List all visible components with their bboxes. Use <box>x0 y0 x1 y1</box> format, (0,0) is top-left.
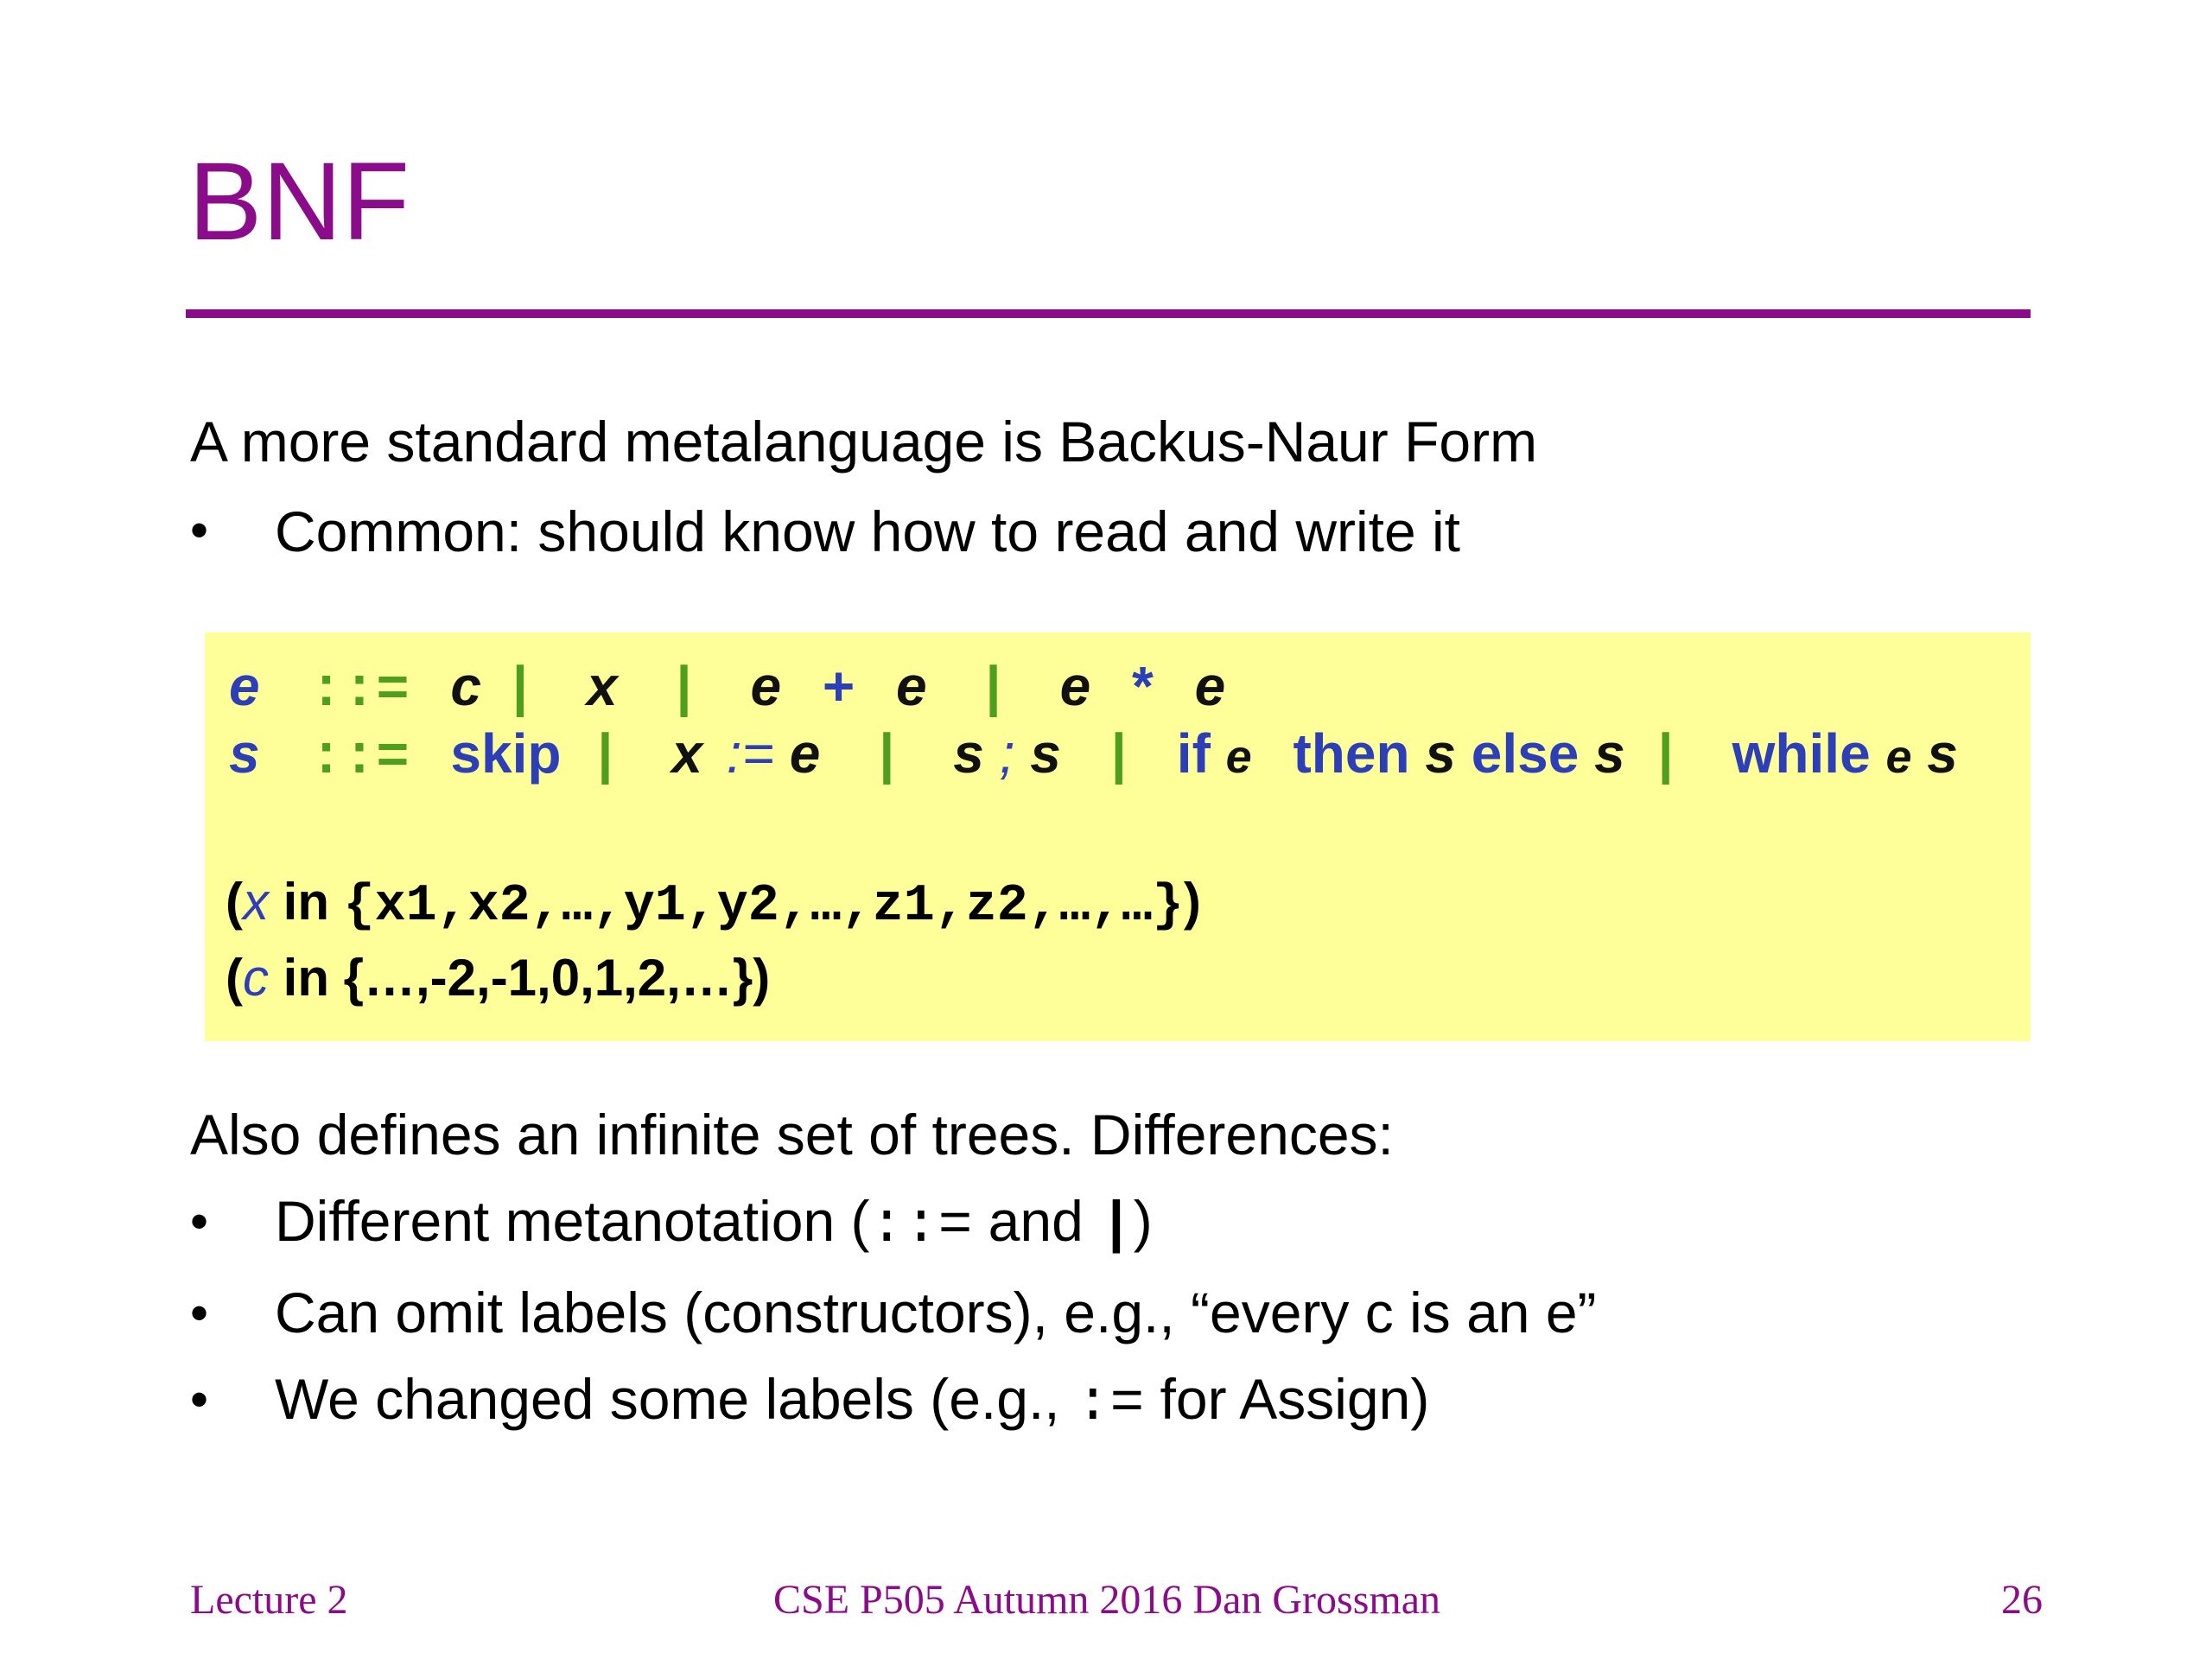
c-domain-line <box>226 949 771 1007</box>
x-domain-line <box>226 873 1201 936</box>
bullet-text: and <box>972 1189 1100 1253</box>
expr-e: e <box>896 655 927 717</box>
alt-bar: | <box>588 728 622 790</box>
bullet-metanotation <box>275 1189 1153 1258</box>
const-c: c <box>450 655 481 717</box>
times-op: * <box>1131 655 1154 717</box>
bullet-dot: • <box>190 1370 209 1428</box>
alt-bar: | <box>503 660 537 722</box>
intro-text: A more standard metalanguage is Backus-Naur Form <box>190 410 1538 474</box>
bullet-text: Different metanotation ( <box>275 1189 870 1253</box>
kw-if: if <box>1176 722 1211 785</box>
var-x: x <box>671 722 702 785</box>
expr-e: e <box>1194 655 1226 717</box>
plus-op: + <box>822 655 855 717</box>
var-c: c <box>242 949 269 1007</box>
bullet-common: Common: should know how to read and write it <box>275 499 1461 563</box>
def-symbol: ::= <box>869 1193 973 1258</box>
stmt-s: s <box>1030 722 1061 785</box>
assign-op: := <box>726 722 774 785</box>
paren-close: ) <box>1183 873 1201 931</box>
differences-intro: Also defines an infinite set of trees. Differences: <box>190 1103 1394 1166</box>
bullet-dot: • <box>190 1284 209 1342</box>
c-domain-set: {…,-2,-1,0,1,2,…} <box>343 949 753 1007</box>
bullet-dot: • <box>190 501 209 559</box>
kw-while: while <box>1732 722 1871 785</box>
stmt-s: s <box>1425 722 1456 785</box>
kw-then: then <box>1293 722 1410 785</box>
in-keyword: in <box>268 873 344 931</box>
paren-close: ) <box>753 949 771 1007</box>
expr-e: e <box>789 722 821 785</box>
var-x: x <box>242 873 269 931</box>
expr-e: e <box>1885 731 1912 783</box>
alt-bar: | <box>667 660 701 722</box>
alt-bar: | <box>1649 728 1682 790</box>
footer-course: CSE P505 Autumn 2016 Dan Grossman <box>773 1577 1441 1623</box>
bullet-text: We changed some labels (e.g., <box>275 1367 1076 1431</box>
alt-bar: | <box>976 660 1010 722</box>
expr-e: e <box>750 655 782 717</box>
kw-else: else <box>1471 722 1580 785</box>
bullet-omit-labels: Can omit labels (constructors), e.g., “every c is an e” <box>275 1281 1597 1344</box>
alt-bar: | <box>870 728 904 790</box>
grammar-line-s <box>229 722 1958 790</box>
expr-e: e <box>1225 731 1252 783</box>
bullet-dot: • <box>190 1192 209 1250</box>
paren-open: ( <box>226 873 243 931</box>
in-keyword: in <box>268 949 344 1007</box>
def-symbol: ::= <box>309 660 410 722</box>
nonterminal-s: s <box>229 722 260 785</box>
alt-bar: | <box>1099 1193 1134 1258</box>
alt-bar: | <box>1102 728 1135 790</box>
slide-title: BNF <box>188 140 410 264</box>
kw-skip: skip <box>450 722 562 785</box>
assign-op: := <box>1075 1371 1145 1436</box>
x-domain-set: {x1,x2,…,y1,y2,…,z1,z2,…,…} <box>343 877 1184 936</box>
grammar-line-e <box>229 655 1226 722</box>
def-symbol: ::= <box>309 728 410 790</box>
footer-page-number: 26 <box>2001 1577 2043 1623</box>
stmt-s: s <box>953 722 984 785</box>
bullet-changed-labels <box>275 1367 1430 1436</box>
bullet-text: for Assign) <box>1144 1367 1430 1431</box>
grammar-box <box>205 632 2031 1041</box>
title-underline <box>186 309 2031 318</box>
expr-e: e <box>1059 655 1091 717</box>
nonterminal-e: e <box>229 655 260 717</box>
stmt-s: s <box>1927 722 1958 785</box>
paren-open: ( <box>226 949 243 1007</box>
footer-lecture: Lecture 2 <box>190 1577 348 1623</box>
stmt-s: s <box>1594 722 1625 785</box>
bullet-text: ) <box>1133 1189 1153 1253</box>
var-x: x <box>586 655 618 717</box>
seq-op: ; <box>999 722 1015 785</box>
